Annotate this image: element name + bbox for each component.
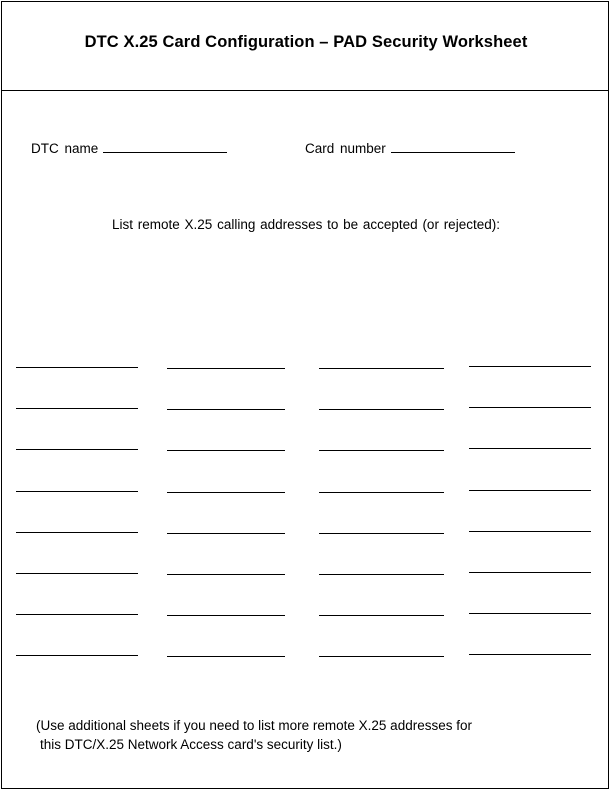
address-entry-line[interactable]: [167, 615, 285, 616]
address-entry-line[interactable]: [16, 449, 138, 450]
address-entry-line[interactable]: [319, 615, 444, 616]
card-number-label: Card number: [305, 141, 386, 156]
address-entry-line[interactable]: [469, 366, 591, 367]
address-entry-line[interactable]: [16, 655, 138, 656]
address-entry-line[interactable]: [319, 574, 444, 575]
address-entry-line[interactable]: [167, 533, 285, 534]
address-entry-line[interactable]: [16, 573, 138, 574]
address-entry-line[interactable]: [167, 450, 285, 451]
address-entry-line[interactable]: [16, 408, 138, 409]
page-title: DTC X.25 Card Configuration – PAD Security Worksheet: [84, 33, 528, 51]
address-entry-line[interactable]: [469, 448, 591, 449]
address-entry-line[interactable]: [16, 491, 138, 492]
dtc-name-blank[interactable]: [103, 140, 227, 153]
address-entry-line[interactable]: [319, 492, 444, 493]
address-entry-line[interactable]: [319, 368, 444, 369]
address-entry-line[interactable]: [16, 614, 138, 615]
address-entry-line[interactable]: [319, 450, 444, 451]
address-entry-line[interactable]: [469, 572, 591, 573]
address-entry-line[interactable]: [319, 409, 444, 410]
address-entry-line[interactable]: [167, 409, 285, 410]
address-entry-line[interactable]: [319, 533, 444, 534]
card-number-blank[interactable]: [391, 140, 515, 153]
address-entry-line[interactable]: [167, 574, 285, 575]
address-entry-line[interactable]: [167, 656, 285, 657]
address-entry-line[interactable]: [469, 490, 591, 491]
footnote: [36, 716, 576, 754]
footnote-line-2: this DTC/X.25 Network Access card's security list.): [40, 737, 342, 752]
card-number-field: [305, 140, 515, 156]
address-entry-line[interactable]: [469, 654, 591, 655]
dtc-name-field: [31, 140, 227, 156]
address-entry-line[interactable]: [16, 532, 138, 533]
address-entry-line[interactable]: [16, 367, 138, 368]
instruction-text: List remote X.25 calling addresses to be accepted (or rejected):: [112, 217, 500, 232]
address-entry-line[interactable]: [167, 368, 285, 369]
address-entry-line[interactable]: [469, 407, 591, 408]
header-divider: [1, 90, 609, 91]
address-entry-line[interactable]: [167, 492, 285, 493]
footnote-line-1: (Use additional sheets if you need to list more remote X.25 addresses for: [36, 718, 472, 733]
address-entry-line[interactable]: [469, 613, 591, 614]
dtc-name-label: DTC name: [31, 141, 99, 156]
address-entry-line[interactable]: [469, 531, 591, 532]
worksheet-frame: [1, 1, 609, 789]
address-entry-line[interactable]: [319, 656, 444, 657]
